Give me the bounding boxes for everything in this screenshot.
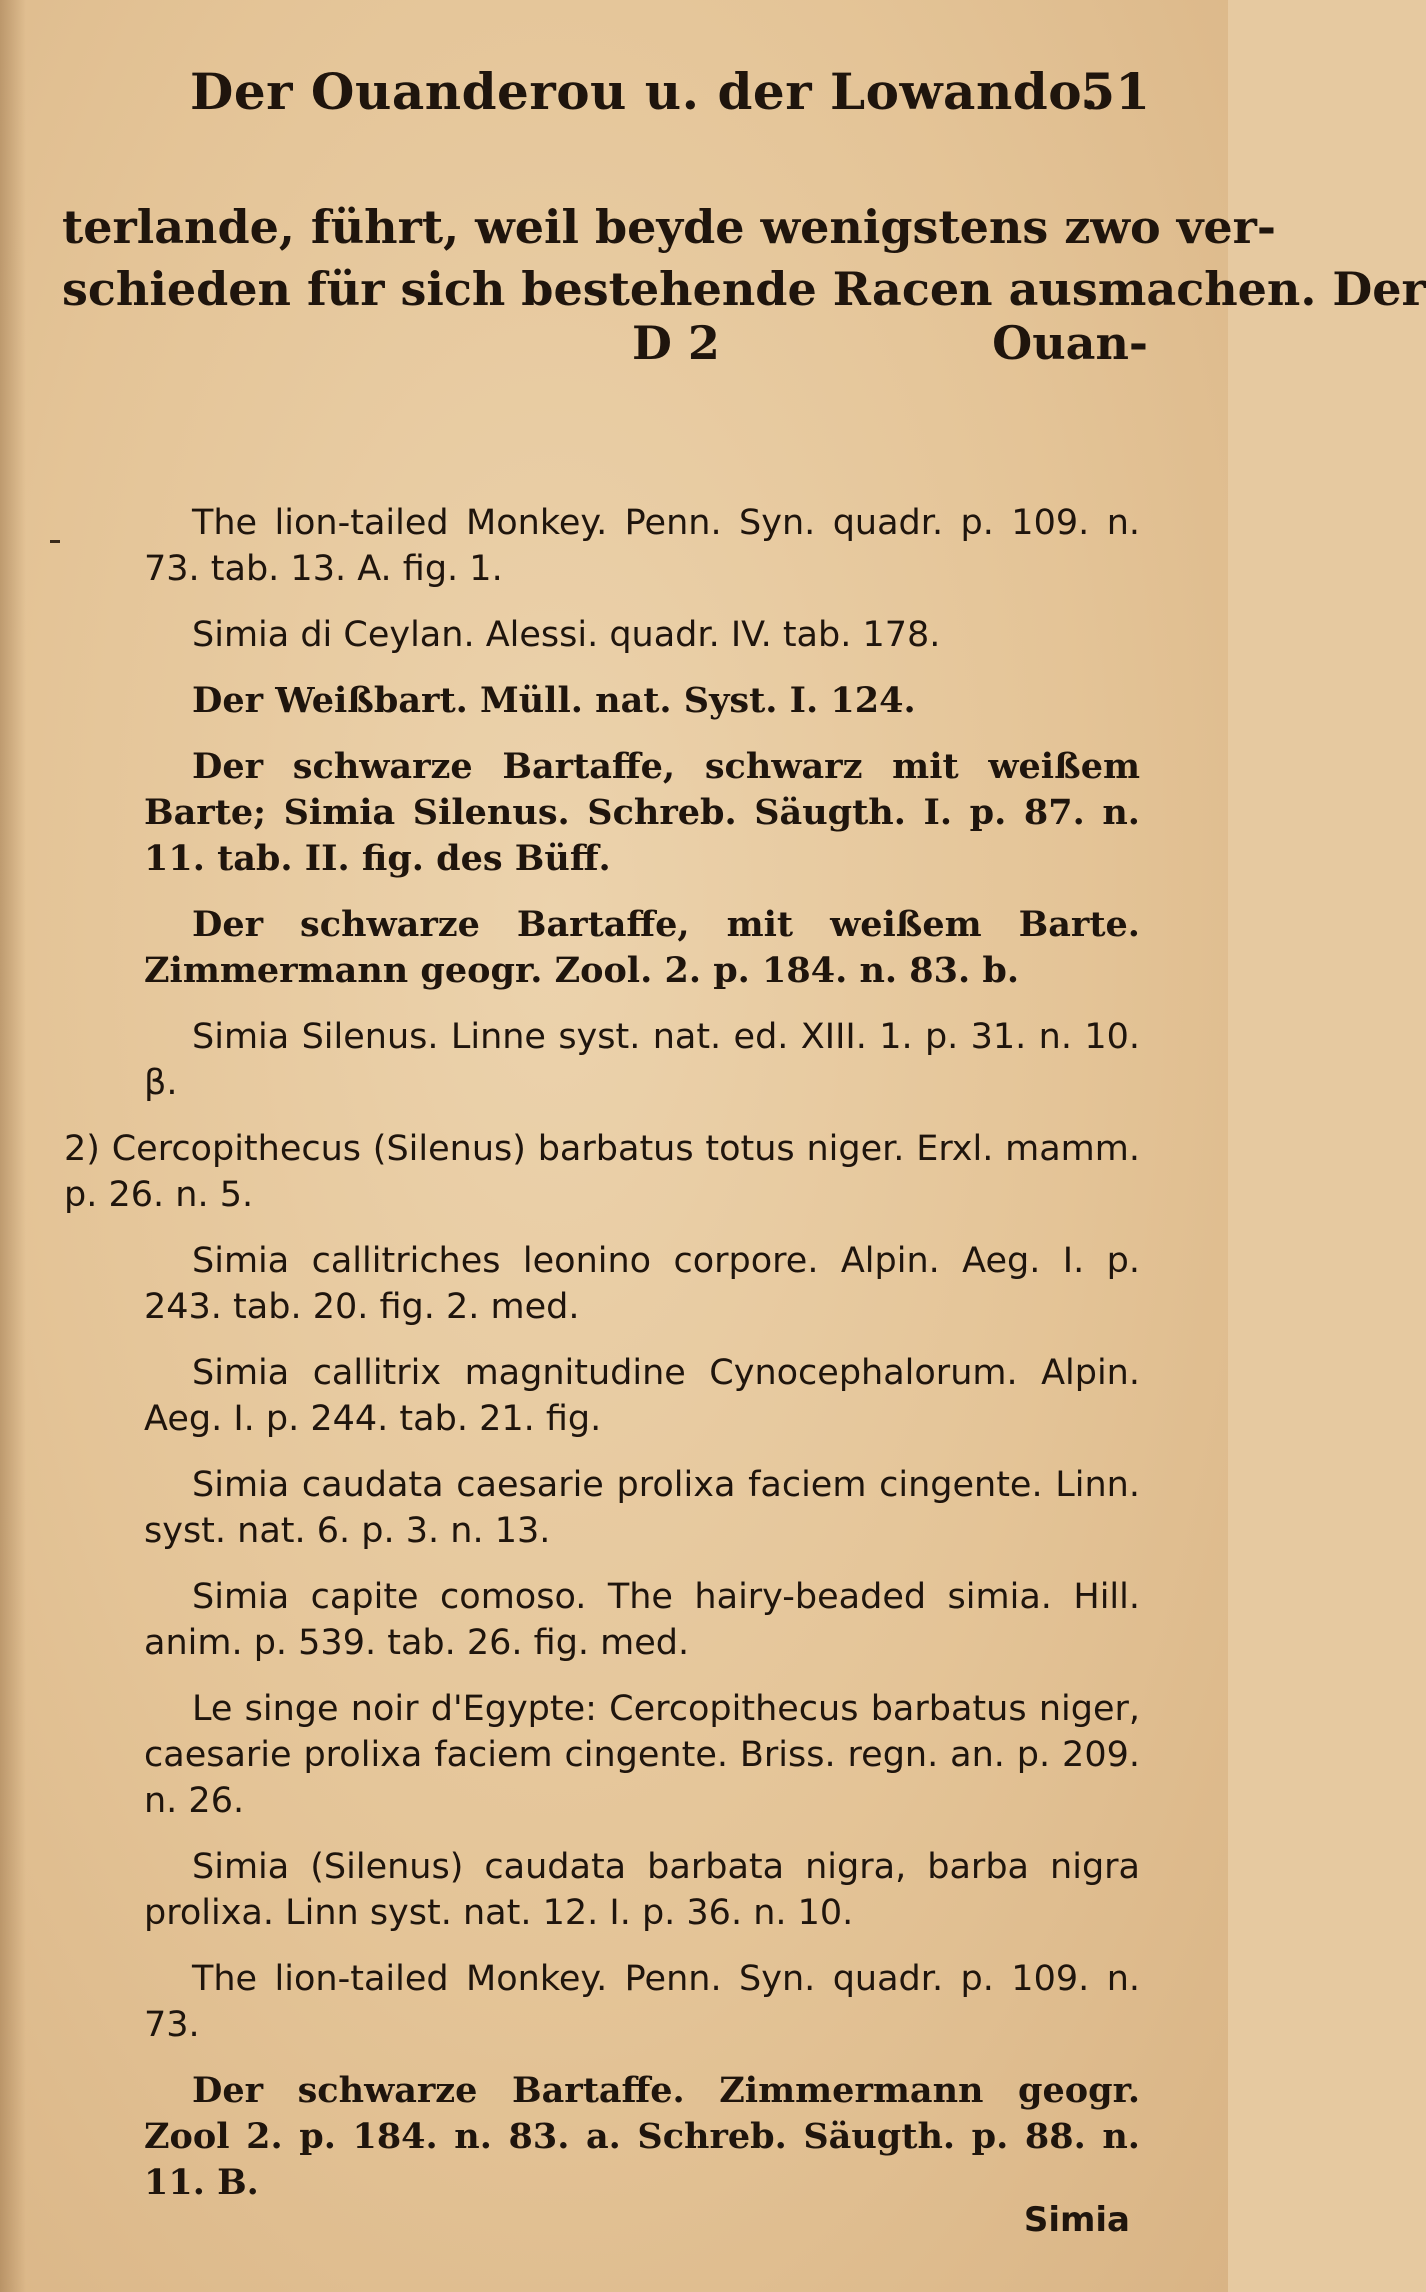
footnote-entry: The lion-tailed Monkey. Penn. Syn. quadr. p. 109. n. 73. tab. 13. A. fig. 1. (144, 503, 1140, 589)
footnote-entry: Le singe noir d'Egypte: Cercopithecus barbatus niger, caesarie prolixa faciem cingente. Briss. regn. an. p. 209. n. 26. (144, 1689, 1140, 1821)
footnote-entry: Der Weißbart. Müll. nat. Syst. I. 124. (192, 680, 916, 721)
page-number: 51 (1080, 62, 1150, 121)
footnote-entry: Der schwarze Bartaffe. Zimmermann geogr. Zool 2. p. 184. n. 83. a. Schreb. Säugth. p. 88. n. 11. B. (144, 2070, 1140, 2203)
footnote-entry: Simia (Silenus) caudata barbata nigra, barba nigra prolixa. Linn syst. nat. 12. I. p. 36. n. 10. (144, 1847, 1140, 1933)
footnote-entry: Simia di Ceylan. Alessi. quadr. IV. tab. 178. (192, 615, 941, 655)
footnote-entry: Simia caudata caesarie prolixa faciem cingente. Linn. syst. nat. 6. p. 3. n. 13. (144, 1465, 1140, 1551)
footnote-entry: Der schwarze Bartaffe, schwarz mit weißem Barte; Simia Silenus. Schreb. Säugth. I. p. 87. n. 11. tab. II. fig. des Büff. (144, 746, 1140, 879)
footnotes (64, 500, 1140, 2226)
page-catchword: Simia (1023, 2200, 1130, 2240)
footnote-entry-numbered: 2) Cercopithecus (Silenus) barbatus totus niger. Erxl. mamm. p. 26. n. 5. (64, 1129, 1140, 1215)
margin-mark (50, 540, 60, 543)
footnote-entry: Simia callitrix magnitudine Cynocephalorum. Alpin. Aeg. I. p. 244. tab. 21. fig. (144, 1353, 1140, 1439)
signature-mark: D 2 (632, 316, 720, 370)
body-catchword: Ouan- (992, 316, 1148, 370)
footnote-entry: Der schwarze Bartaffe, mit weißem Barte. Zimmermann geogr. Zool. 2. p. 184. n. 83. b. (144, 904, 1140, 991)
body-paragraph (62, 196, 1426, 320)
footnote-entry: Simia Silenus. Linne syst. nat. ed. XIII. 1. p. 31. n. 10. β. (144, 1017, 1140, 1103)
page-header (190, 62, 1150, 132)
footnote-entry: Simia capite comoso. The hairy-beaded simia. Hill. anim. p. 539. tab. 26. fig. med. (144, 1577, 1140, 1663)
body-line: schieden für sich bestehende Racen ausmachen. Der (62, 262, 1426, 316)
footnote-entry: Simia callitriches leonino corpore. Alpin. Aeg. I. p. 243. tab. 20. fig. 2. med. (144, 1241, 1140, 1327)
body-line: terlande, führt, weil beyde wenigstens zwo ver- (62, 200, 1277, 254)
running-title: Der Ouanderou u. der Lowando. (190, 62, 1100, 121)
page-fold-shadow (0, 0, 26, 2292)
footnote-entry: The lion-tailed Monkey. Penn. Syn. quadr. p. 109. n. 73. (144, 1959, 1140, 2045)
